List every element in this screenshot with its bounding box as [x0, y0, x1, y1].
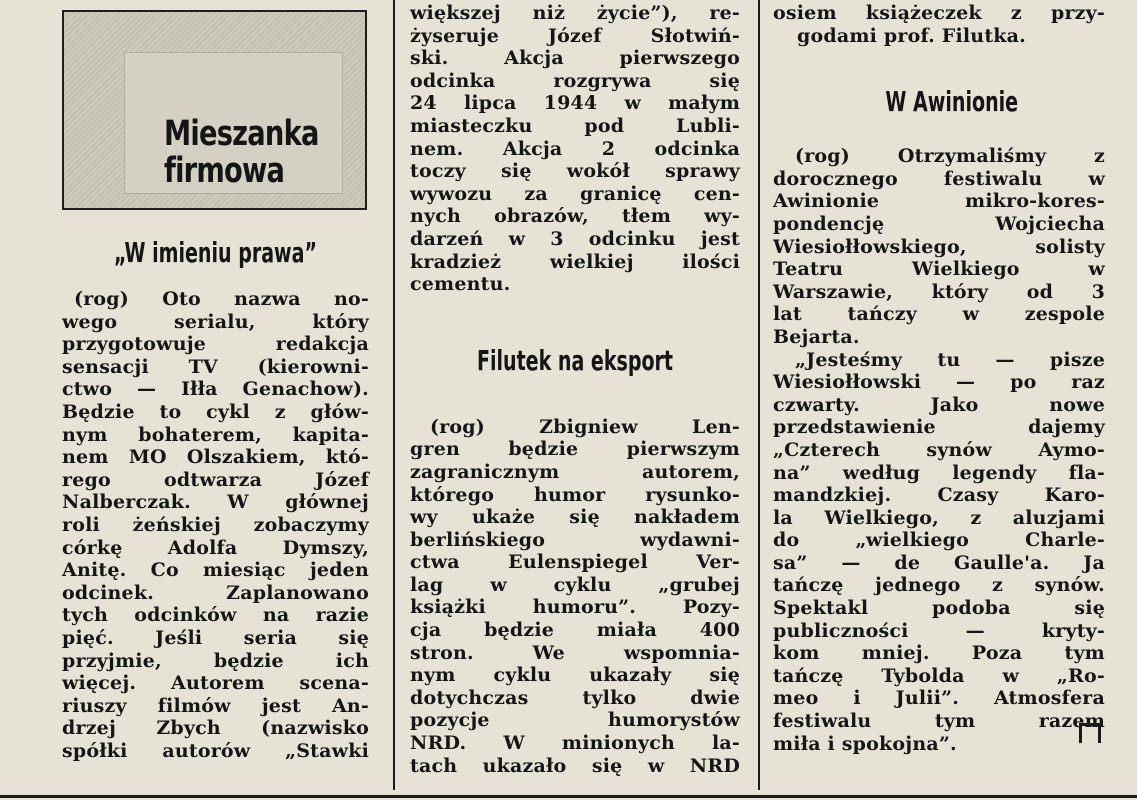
bottom-rule	[0, 795, 1137, 798]
text-line: stron. We wspomnia-	[410, 641, 740, 664]
text-line: przygotowuje redakcja	[62, 333, 369, 356]
text-line: gren będzie pierwszym	[410, 438, 740, 461]
text-line: roli żeńskiej zobaczymy	[62, 513, 369, 536]
text-line: darzeń w 3 odcinku jest	[410, 227, 740, 250]
text-line: sa” — de Gaulle'a. Ja	[773, 551, 1105, 574]
text-line: sensacji TV (kierowni-	[62, 355, 369, 378]
article-body-filutek	[410, 416, 740, 778]
text-line: pięć. Jeśli seria się	[62, 626, 369, 649]
column-2	[410, 0, 740, 777]
text-line: czwarty. Jako nowe	[773, 393, 1105, 416]
text-line: toczy się wokół sprawy	[410, 160, 740, 183]
text-line: odcinek. Zaplanowano	[62, 581, 369, 604]
text-line: cementu.	[410, 273, 511, 296]
text-line: Nalberczak. W głównej	[62, 491, 369, 514]
article-body-w-awinionie	[773, 145, 1105, 755]
text-line: (rog) Otrzymaliśmy z	[795, 145, 1105, 168]
text-line: festiwalu tym razem	[773, 710, 1105, 733]
text-line: większej niż życie”), re-	[410, 2, 740, 24]
text-line: zagranicznym autorem,	[410, 460, 740, 483]
text-line: nych obrazów, tłem wy-	[410, 205, 740, 228]
text-line: wy ukaże się nakładem	[410, 506, 740, 529]
text-line: riuszy filmów jest An-	[62, 694, 369, 717]
text-line: „Jesteśmy tu — pisze	[795, 348, 1105, 371]
text-line: nem. Akcja 2 odcinka	[410, 137, 740, 160]
text-line: pondencję Wojciecha	[773, 212, 1105, 235]
article-body-continued	[410, 2, 740, 296]
text-line: przedstawienie dajemy	[773, 416, 1105, 439]
text-line: ski. Akcja pierwszego	[410, 47, 740, 70]
text-line: więcej. Autorem scena-	[62, 672, 369, 695]
text-line: żyseruje Józef Słotwiń-	[410, 24, 740, 47]
text-line: Anitę. Co miesiąc jeden	[62, 559, 369, 582]
text-line: pozycje humorystów	[410, 709, 740, 732]
text-line: cja będzie miała 400	[410, 619, 740, 642]
column-1	[62, 0, 369, 762]
section-title	[164, 116, 319, 190]
text-line: „Czterech synów Aymo-	[773, 438, 1105, 461]
text-line: do „wielkiego Charle-	[773, 529, 1105, 552]
text-line: lat tańczy w zespole	[773, 303, 1105, 326]
text-line: tańczę Tybolda w „Ro-	[773, 664, 1105, 687]
end-of-article-mark	[1079, 723, 1101, 743]
section-title-line-1: Mieszanka	[164, 114, 319, 154]
text-line: berlińskiego wydawni-	[410, 528, 740, 551]
text-line: miła i spokojna”.	[773, 732, 957, 755]
text-line: przyjmie, będzie ich	[62, 649, 369, 672]
text-line: Wiesiołłowski — po raz	[773, 371, 1105, 394]
text-line: godami prof. Filutka.	[797, 24, 1026, 47]
article-body-continued-2	[773, 2, 1105, 47]
text-line: dorocznego festiwalu w	[773, 167, 1105, 190]
text-line: na” według legendy fla-	[773, 461, 1105, 484]
section-title-line-2: firmowa	[164, 151, 285, 191]
text-line: Spektakl podoba się	[773, 597, 1105, 620]
text-line: odcinka rozgrywa się	[410, 69, 740, 92]
article-heading-w-awinionie: W Awinionie	[885, 85, 1019, 119]
column-3	[773, 0, 1105, 755]
text-line: meo i Julii”. Atmosfera	[773, 687, 1105, 710]
article-heading-w-imieniu-prawa: „W imieniu prawa”	[113, 236, 318, 269]
text-line: książki humoru”. Pozy-	[410, 596, 740, 619]
text-line: la Wielkiego, z aluzjami	[773, 506, 1105, 529]
article-heading-filutek: Filutek na eksport	[476, 343, 674, 377]
text-line: kradzież wielkiej ilości	[410, 250, 740, 273]
text-line: wywozu za granicę cen-	[410, 182, 740, 205]
text-line: Warszawie, który od 3	[773, 280, 1105, 303]
section-header-box	[62, 10, 367, 210]
text-line: którego humor rysunko-	[410, 483, 740, 506]
text-line: córkę Adolfa Dymszy,	[62, 536, 369, 559]
text-line: ctwo — Iłła Genachow).	[62, 378, 369, 401]
text-line: Awinionie mikro-kores-	[773, 190, 1105, 213]
text-line: drzej Zbych (nazwisko	[62, 717, 369, 740]
text-line: Wiesiołłowskiego, solisty	[773, 235, 1105, 258]
text-line: osiem książeczek z przy-	[773, 2, 1105, 24]
text-line: Bejarta.	[773, 325, 860, 348]
text-line: lag w cyklu „grubej	[410, 573, 740, 596]
text-line: miasteczku pod Lubli-	[410, 114, 740, 137]
text-line: tach ukazało się w NRD	[410, 754, 740, 777]
article-body-w-imieniu-prawa	[62, 288, 369, 762]
text-line: publiczności — kryty-	[773, 619, 1105, 642]
column-rule-1	[393, 0, 395, 790]
text-line: nym bohaterem, kapita-	[62, 423, 369, 446]
text-line: nym cyklu ukazały się	[410, 664, 740, 687]
text-line: (rog) Oto nazwa no-	[74, 288, 369, 310]
text-line: kom mniej. Poza tym	[773, 642, 1105, 665]
text-line: ctwa Eulenspiegel Ver-	[410, 551, 740, 574]
text-line: (rog) Zbigniew Len-	[430, 415, 740, 438]
text-line: 24 lipca 1944 w małym	[410, 92, 740, 115]
text-line: rego odtwarza Józef	[62, 468, 369, 491]
text-line: spółki autorów „Stawki	[62, 739, 369, 762]
text-line: tych odcinków na razie	[62, 604, 369, 627]
text-line: dotychczas tylko dwie	[410, 686, 740, 709]
text-line: tańczę jednego z synów.	[773, 574, 1105, 597]
text-line: NRD. W minionych la-	[410, 732, 740, 755]
text-line: Będzie to cykl z głów-	[62, 400, 369, 423]
text-line: wego serialu, który	[62, 310, 369, 333]
text-line: mandzkiej. Czasy Karo-	[773, 484, 1105, 507]
text-line: nem MO Olszakiem, któ-	[62, 446, 369, 469]
text-line: Teatru Wielkiego w	[773, 258, 1105, 281]
column-rule-2	[758, 0, 760, 790]
